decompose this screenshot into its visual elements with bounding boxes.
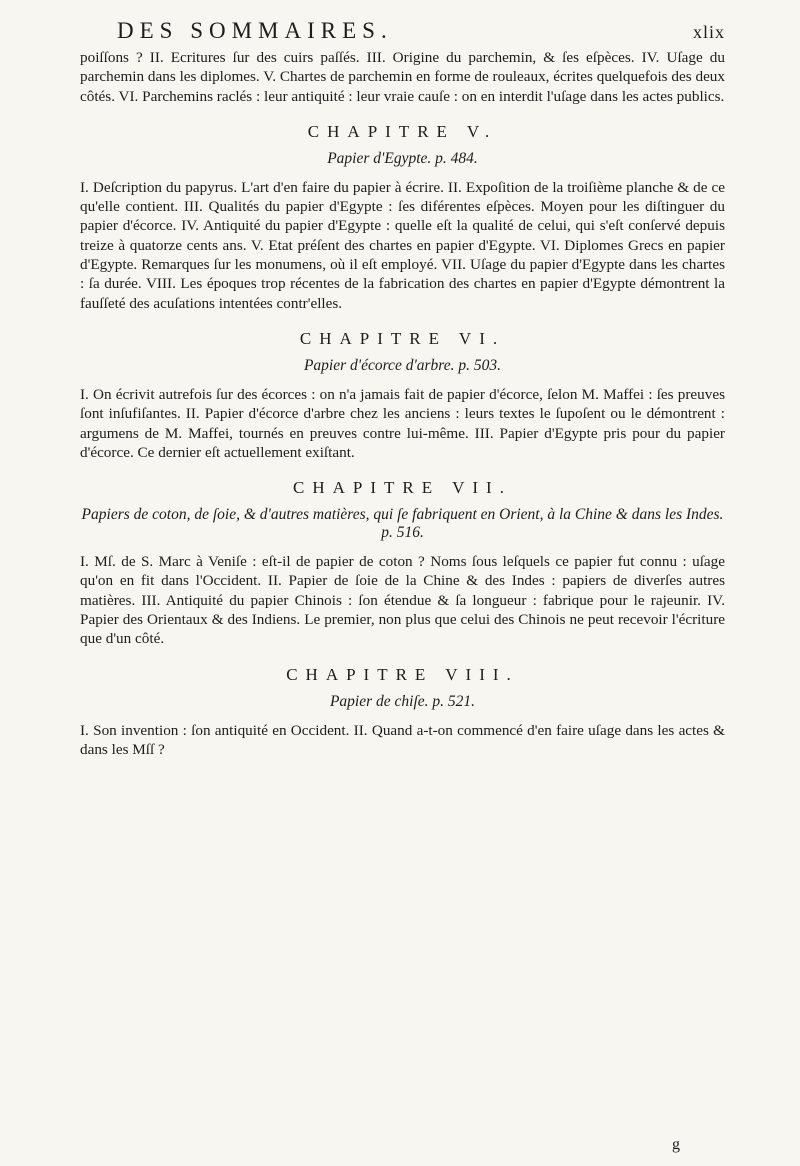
chapter-6 — [80, 329, 725, 462]
running-title: DES SOMMAIRES. — [117, 18, 393, 43]
chapter-summary: I. Mſ. de S. Marc à Veniſe : eſt-il de papier de coton ? Noms ſous leſquels ce papier fut connu : uſage qu'on en fit dans l'Occident. II. Papier de ſoie de la Chine & des Indes : papiers de diverſes autres matières. III. Antiquité du papier Chinois : ſon étendue & ſa longueur : fabrique pour le rajeunir. IV. Papier des Orientaux & des Indiens. Le premier, non plus que celui des Chinois ne peut recevoir l'écriture que d'un côté. — [80, 553, 725, 648]
running-head — [117, 18, 725, 44]
intro-paragraph: poiſſons ? II. Ecritures ſur des cuirs paſſés. III. Origine du parchemin, & ſes eſpèces. IV. Uſage du parchemin dans les diplomes. V. Chartes de parchemin en forme de rouleaux, écrites quelquefois des deux côtés. VI. Parchemins raclés : leur antiquité : leur vraie cauſe : on en interdit l'uſage dans les actes publics. — [80, 49, 725, 105]
chapter-8 — [80, 665, 725, 760]
chapter-heading: CHAPITRE VII. — [293, 478, 512, 498]
chapter-heading: CHAPITRE VI. — [299, 328, 506, 348]
signature-mark: g — [672, 1136, 680, 1153]
chapter-title: Papier d'Egypte. p. 484. — [327, 149, 478, 167]
chapter-heading: CHAPITRE VIII. — [286, 664, 519, 684]
chapter-title: Papier de chiſe. p. 521. — [329, 692, 476, 710]
chapter-heading: CHAPITRE V. — [307, 121, 498, 141]
chapter-title: Papier d'écorce d'arbre. p. 503. — [303, 356, 502, 374]
chapter-summary: I. On écrivit autrefois ſur des écorces : on n'a jamais fait de papier d'écorce, ſelon M. Maffei : ſes preuves ſont inſufiſantes. II. Papier d'écorce d'arbre chez les anciens : leurs textes le ſupoſent ou le démontrent : argumens de M. Maffei, tournés en preuves contre lui-même. III. Papier d'Egypte pris pour du papier d'écorce. Ce dernier eſt actuellement exiſtant. — [80, 385, 725, 461]
chapter-title: Papiers de coton, de ſoie, & d'autres matières, qui ſe fabriquent en Orient, à la Chine & dans les Indes. p. 516. — [81, 506, 724, 542]
chapter-5 — [80, 122, 725, 313]
page-number: xlix — [692, 22, 725, 42]
chapter-7 — [80, 478, 725, 648]
chapter-summary: I. Son invention : ſon antiquité en Occident. II. Quand a-t-on commencé d'en faire uſage dans les actes & dans les Mſſ ? — [80, 721, 725, 758]
chapter-summary: I. Deſcription du papyrus. L'art d'en faire du papier à écrire. II. Expoſition de la troiſième planche & de ce qu'elle contient. III. Qualités du papier d'Egypte : ſes diférentes eſpèces. Moyen pour les diſtinguer du papier d'écorce. IV. Antiquité du papier d'Egypte : quelle eſt la qualité de celui, qui s'eſt conſervé depuis treize à quatorze cents ans. V. Etat préſent des chartes en papier d'Egypte. VI. Diplomes Grecs en papier d'Egypte. Remarques ſur les monumens, où il eſt employé. VII. Uſage du papier d'Egypte dans les chartes : ſa durée. VIII. Les époques trop récentes de la fabrication des chartes en papier d'Egypte démontrent la fauſſeté des acuſations intentées contr'elles. — [80, 178, 725, 312]
